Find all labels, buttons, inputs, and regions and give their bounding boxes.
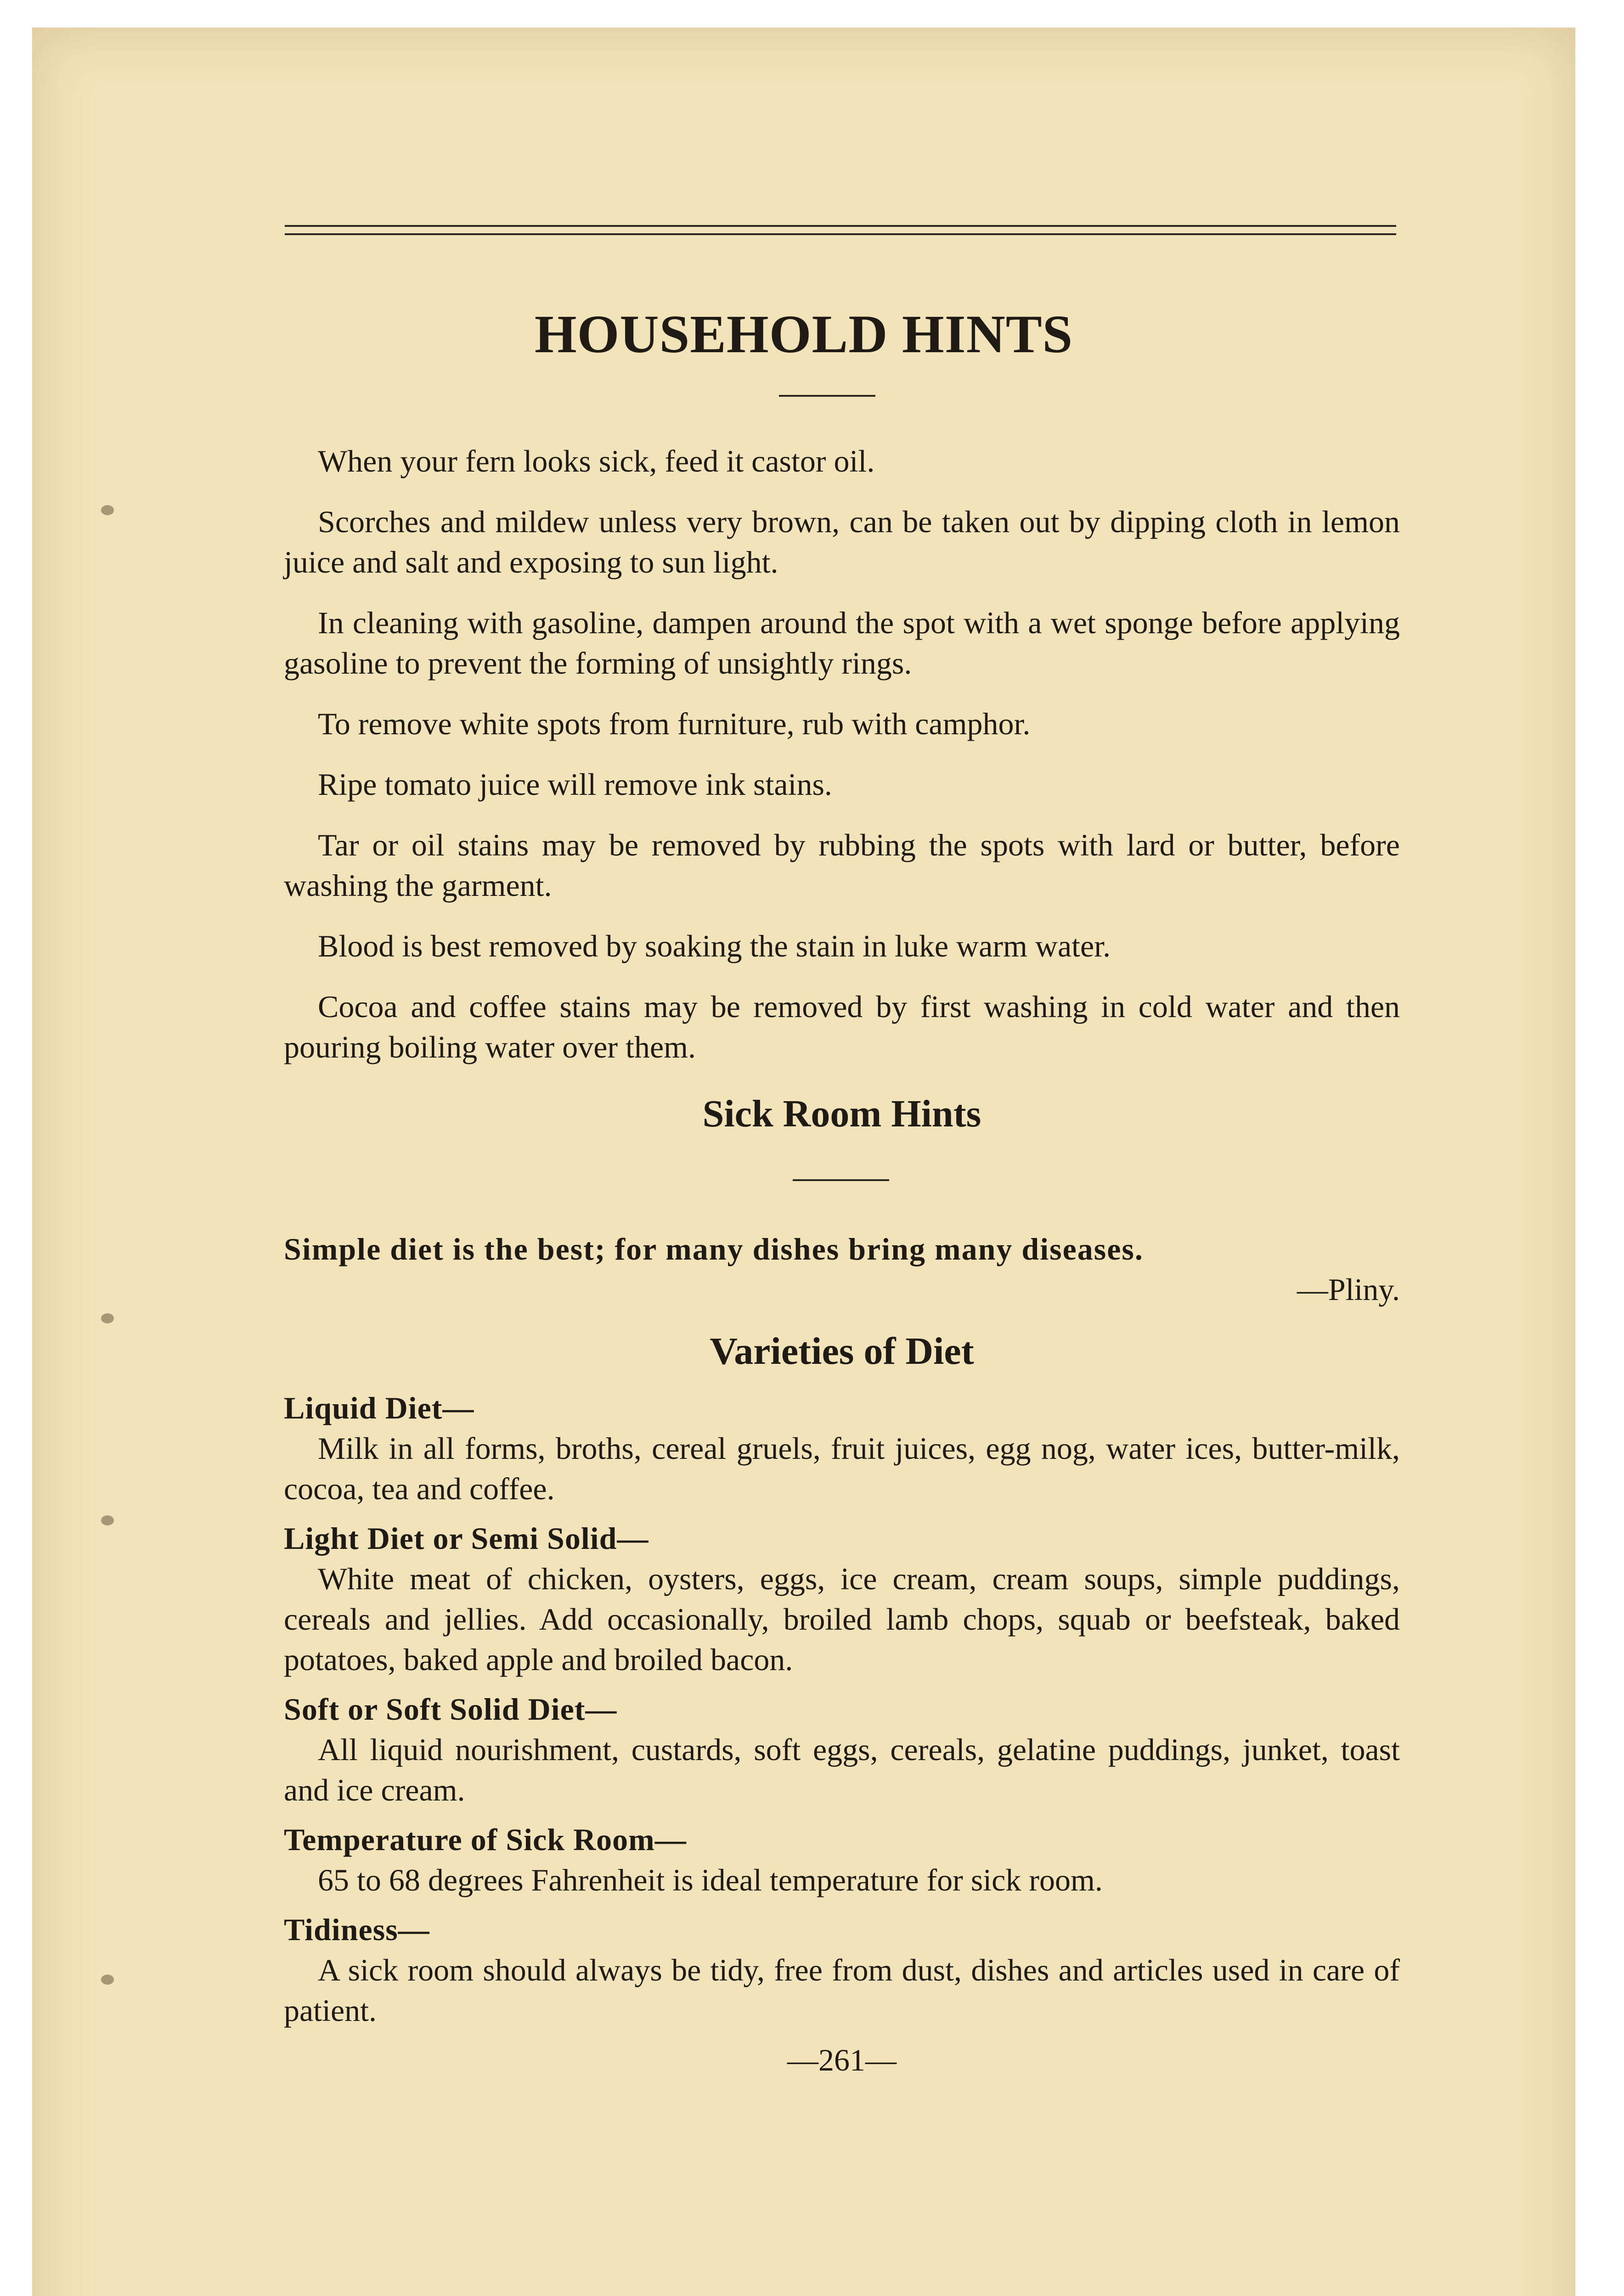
binding-hole-mark xyxy=(101,1313,114,1323)
binding-hole-mark xyxy=(101,1975,114,1985)
hint-paragraph: Blood is best removed by soaking the stain in luke warm water. xyxy=(318,929,1111,963)
diet-text-tidiness: A sick room should always be tidy, free from dust, dishes and articles used in care of patient. xyxy=(284,1953,1400,2028)
hint-paragraph: When your fern looks sick, feed it castor oil. xyxy=(318,444,875,478)
title-underline xyxy=(779,395,875,397)
binding-hole-mark xyxy=(101,505,114,515)
diet-label-tidiness: Tidiness— xyxy=(284,1912,430,1947)
binding-hole-mark xyxy=(101,1515,114,1525)
hint-paragraph: In cleaning with gasoline, dampen around the spot with a wet sponge before applying gasoline to prevent the forming of unsightly rings. xyxy=(284,605,1400,681)
hint-paragraph: Cocoa and coffee stains may be removed by first washing in cold water and then pouring boiling water over them. xyxy=(284,989,1400,1064)
sick-room-heading: Sick Room Hints xyxy=(702,1092,981,1135)
diet-text-light: White meat of chicken, oysters, eggs, ice cream, cream soups, simple puddings, cereals and jellies. Add occasionally, broiled lamb chops, squab or beefsteak, baked potatoes, baked apple and broiled bacon. xyxy=(284,1561,1400,1677)
diet-label-light: Light Diet or Semi Solid— xyxy=(284,1521,649,1556)
section-underline xyxy=(793,1179,889,1181)
book-page xyxy=(32,28,1575,2296)
diet-text-liquid: Milk in all forms, broths, cereal gruels, fruit juices, egg nog, water ices, butter-milk, cocoa, tea and coffee. xyxy=(284,1431,1400,1506)
diet-label-liquid: Liquid Diet— xyxy=(284,1390,474,1425)
diet-label-temperature: Temperature of Sick Room— xyxy=(284,1822,687,1857)
page-number: —261— xyxy=(787,2043,897,2077)
page-title: HOUSEHOLD HINTS xyxy=(534,304,1073,364)
quote-author: —Pliny. xyxy=(1297,1272,1400,1307)
top-double-rule xyxy=(285,225,1396,235)
section-divider xyxy=(284,1137,1400,1229)
hint-paragraph: To remove white spots from furniture, rub with camphor. xyxy=(318,706,1031,741)
diet-label-soft: Soft or Soft Solid Diet— xyxy=(284,1692,617,1727)
diet-text-temperature: 65 to 68 degrees Fahrenheit is ideal temperature for sick room. xyxy=(318,1863,1103,1897)
hint-paragraph: Scorches and mildew unless very brown, can be taken out by dipping cloth in lemon juice and salt and exposing to sun light. xyxy=(284,504,1400,580)
diet-heading: Varieties of Diet xyxy=(710,1330,974,1373)
diet-text-soft: All liquid nourishment, custards, soft eggs, cereals, gelatine puddings, junket, toast and ice cream. xyxy=(284,1732,1400,1807)
page-content xyxy=(284,441,1400,2080)
quote-text: Simple diet is the best; for many dishes bring many diseases. xyxy=(284,1232,1144,1266)
hint-paragraph: Ripe tomato juice will remove ink stains. xyxy=(318,767,832,802)
hint-paragraph: Tar or oil stains may be removed by rubbing the spots with lard or butter, before washing the garment. xyxy=(284,827,1400,903)
